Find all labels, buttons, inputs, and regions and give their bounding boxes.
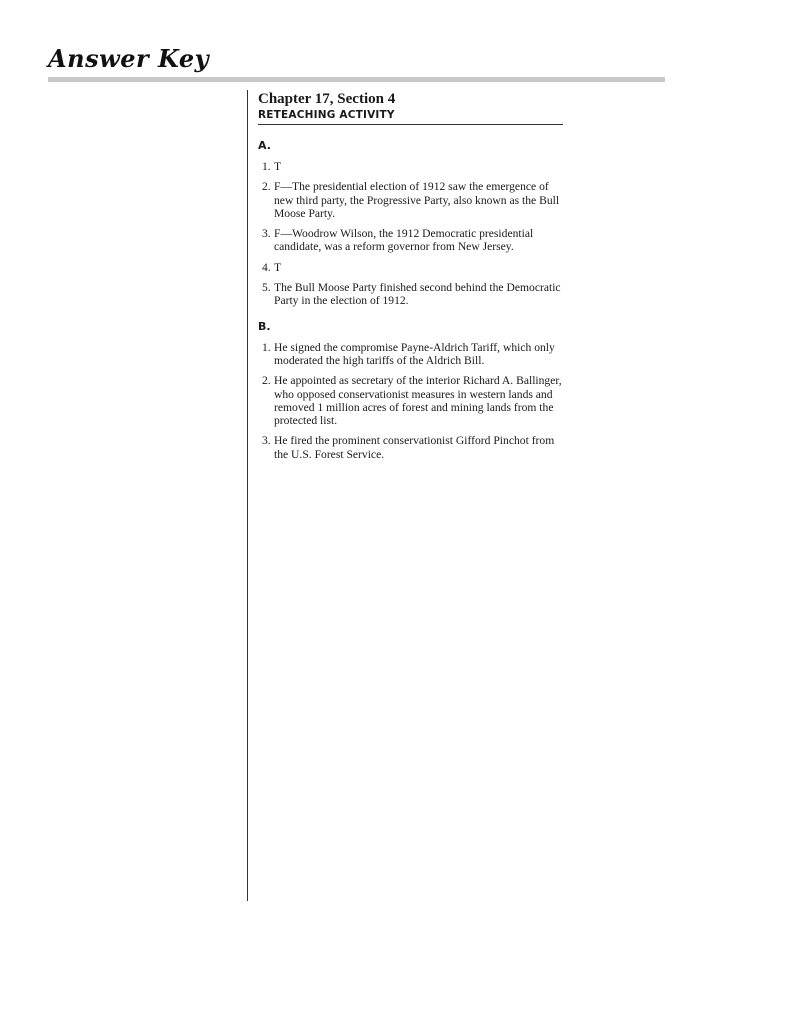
vertical-divider: [247, 90, 248, 901]
section-a-label: A.: [258, 139, 271, 152]
list-item: [258, 160, 563, 173]
list-item: [258, 374, 563, 427]
page-title: Answer Key: [48, 44, 210, 73]
list-item: [258, 261, 563, 274]
item-number: 1.: [262, 340, 271, 354]
item-number: 5.: [262, 281, 271, 295]
item-number: 3.: [262, 434, 271, 448]
item-text: He appointed as secretary of the interior Richard A. Ballinger, who opposed conservationist measures in western lands and removed 1 million acres of forest and mining lands from the protected list.: [274, 374, 562, 428]
item-text: The Bull Moose Party finished second behind the Democratic Party in the election of 1912.: [274, 281, 561, 308]
section-a-list: [258, 160, 563, 308]
section-b-label: B.: [258, 319, 271, 333]
list-item: [258, 281, 563, 308]
list-item: [258, 180, 563, 220]
activity-subtitle: RETEACHING ACTIVITY: [258, 108, 563, 125]
section-b-list: [258, 341, 563, 461]
item-text: He signed the compromise Payne-Aldrich Tariff, which only moderated the high tariffs of the Aldrich Bill.: [274, 340, 555, 367]
item-text: F—Woodrow Wilson, the 1912 Democratic presidential candidate, was a reform governor from New Jersey.: [274, 227, 534, 254]
list-item: [258, 434, 563, 461]
header-rule: [48, 77, 665, 82]
item-text: T: [274, 260, 282, 274]
list-item: [258, 227, 563, 254]
item-number: 2.: [262, 180, 271, 194]
item-number: 4.: [262, 260, 271, 274]
item-number: 1.: [262, 160, 271, 173]
chapter-title: Chapter 17, Section 4: [258, 91, 396, 107]
item-number: 3.: [262, 227, 271, 241]
item-text: T: [274, 160, 282, 173]
item-number: 2.: [262, 374, 271, 388]
item-text: He fired the prominent conservationist Gifford Pinchot from the U.S. Forest Service.: [274, 434, 555, 461]
list-item: [258, 341, 563, 368]
answer-content: [258, 90, 563, 468]
item-text: F—The presidential election of 1912 saw the emergence of new third party, the Progressive Party, also known as the Bull Moose Party.: [274, 180, 560, 220]
